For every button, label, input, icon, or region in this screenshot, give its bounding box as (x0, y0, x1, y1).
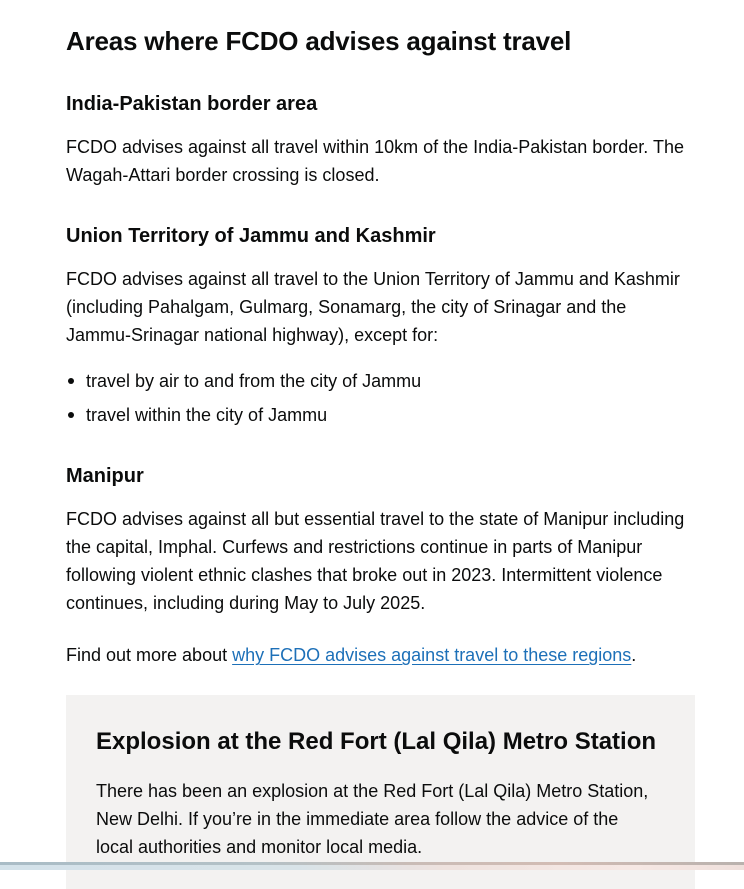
jammu-exceptions-list (66, 367, 686, 429)
section-heading-jammu-kashmir: Union Territory of Jammu and Kashmir (66, 225, 436, 247)
why-fcdo-advises-link[interactable]: why FCDO advises against travel to these regions (232, 645, 632, 665)
paragraph-india-pakistan-border: FCDO advises against all travel within 10km of the India-Pakistan border. The Wagah-Attari border crossing is closed. (66, 137, 684, 185)
more-info-paragraph (66, 641, 686, 669)
page-title: Areas where FCDO advises against travel (66, 26, 572, 56)
section-heading-india-pakistan-border: India-Pakistan border area (66, 93, 318, 115)
map-image-top-edge (0, 862, 744, 870)
more-info-prefix: Find out more about (66, 645, 233, 665)
callout-heading: Explosion at the Red Fort (Lal Qila) Metro Station (96, 728, 657, 755)
callout-body: There has been an explosion at the Red Fort (Lal Qila) Metro Station, New Delhi. If you’re in the immediate area follow the advice of the local authorities and monitor local media. (96, 781, 649, 857)
list-item: travel by air to and from the city of Jammu (66, 367, 686, 395)
list-item: travel within the city of Jammu (66, 401, 686, 429)
map-image-top-edge-band-2 (0, 865, 744, 870)
paragraph-jammu-kashmir: FCDO advises against all travel to the Union Territory of Jammu and Kashmir (including Pahalgam, Gulmarg, Sonamarg, the city of Srinagar and the Jammu-Srinagar national highway), except for: (66, 269, 680, 345)
more-info-suffix: . (631, 645, 637, 665)
paragraph-manipur: FCDO advises against all but essential travel to the state of Manipur including the capital, Imphal. Curfews and restrictions continue in parts of Manipur following violent ethnic clashes that broke out in 2023. Intermittent violence continues, including during May to July 2025. (66, 509, 685, 613)
emergency-callout-box (66, 695, 695, 889)
section-heading-manipur: Manipur (66, 465, 144, 487)
